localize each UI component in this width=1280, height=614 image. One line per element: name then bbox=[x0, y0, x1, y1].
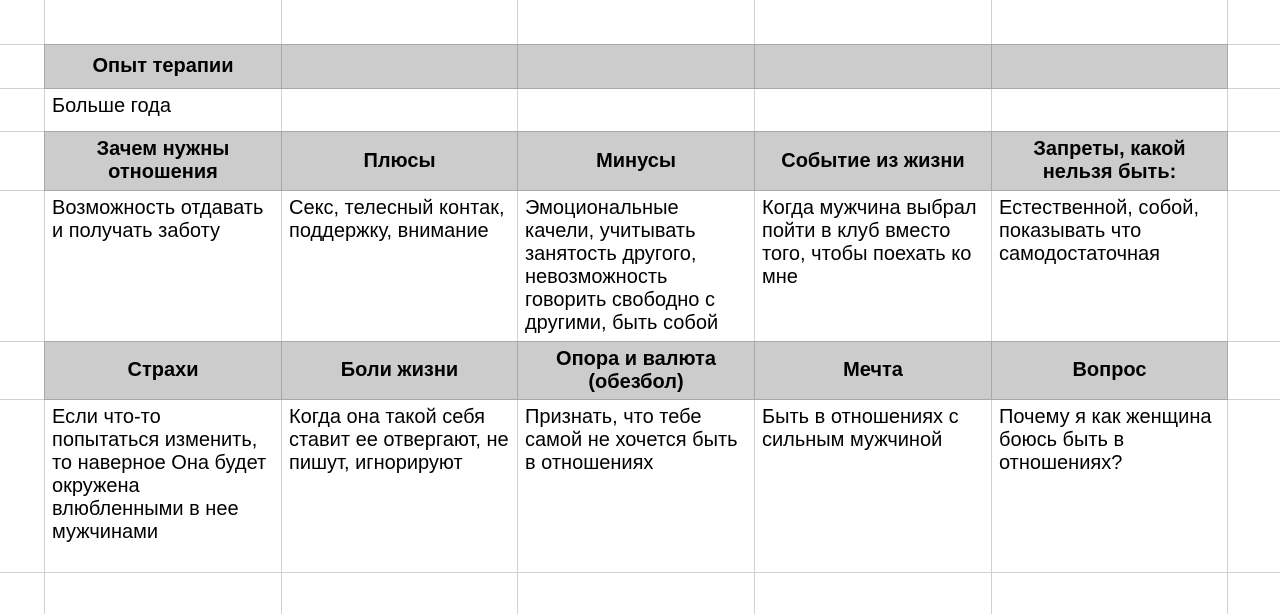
header-empty-cell[interactable] bbox=[754, 44, 992, 89]
value-cell-why-relationships[interactable] bbox=[44, 191, 281, 341]
header-label: Мечта bbox=[843, 359, 903, 381]
header-empty-cell[interactable] bbox=[517, 44, 755, 89]
value-cell-prohibitions[interactable] bbox=[991, 191, 1227, 341]
header-cell-prohibitions[interactable] bbox=[991, 131, 1228, 191]
header-cell-dream[interactable] bbox=[754, 341, 992, 400]
value-cell-support-currency[interactable] bbox=[517, 400, 754, 572]
row-divider bbox=[0, 572, 1280, 573]
header-empty-cell[interactable] bbox=[281, 44, 518, 89]
header-label: Страхи bbox=[127, 359, 199, 381]
cell-text: Когда она такой себя ставит ее отвергают, не пишут, игнорируют bbox=[289, 406, 509, 474]
value-cell-life-pains[interactable] bbox=[281, 400, 517, 572]
value-cell-fears[interactable] bbox=[44, 400, 281, 572]
header-label: Боли жизни bbox=[340, 359, 459, 381]
value-cell-dream[interactable] bbox=[754, 400, 991, 572]
col-divider bbox=[1227, 0, 1228, 614]
header-empty-cell[interactable] bbox=[991, 44, 1228, 89]
header-cell-cons[interactable] bbox=[517, 131, 755, 191]
header-cell-why-relationships[interactable] bbox=[44, 131, 282, 191]
header-cell-question[interactable] bbox=[991, 341, 1228, 400]
value-cell-pros[interactable] bbox=[281, 191, 517, 341]
header-cell-life-pains[interactable] bbox=[281, 341, 518, 400]
header-label: Опора и валюта (обезбол) bbox=[556, 347, 716, 393]
value-cell-life-event[interactable] bbox=[754, 191, 991, 341]
header-label: Минусы bbox=[596, 149, 676, 172]
header-label: Зачем нужны отношения bbox=[96, 138, 230, 183]
cell-text: Эмоциональные качели, учитывать занятость другого, невозможность говорить свободно с другими, быть собой bbox=[525, 197, 719, 334]
header-label: Запреты, какой нельзя быть: bbox=[1033, 138, 1186, 183]
therapy-value: Больше года bbox=[52, 95, 171, 117]
therapy-header-cell[interactable] bbox=[44, 44, 282, 89]
cell-text: Быть в отношениях с сильным мужчиной bbox=[762, 406, 959, 451]
header-label: Событие из жизни bbox=[781, 149, 965, 172]
header-label: Плюсы bbox=[363, 149, 436, 172]
cell-text: Возможность отдавать и получать заботу bbox=[52, 197, 264, 242]
cell-text: Почему я как женщина боюсь быть в отношениях? bbox=[999, 406, 1212, 474]
therapy-value-cell[interactable] bbox=[44, 89, 281, 131]
header-cell-life-event[interactable] bbox=[754, 131, 992, 191]
value-cell-cons[interactable] bbox=[517, 191, 754, 341]
header-label: Вопрос bbox=[1072, 359, 1147, 381]
cell-text: Признать, что тебе самой не хочется быть в отношениях bbox=[525, 406, 738, 474]
header-cell-support-currency[interactable] bbox=[517, 341, 755, 400]
cell-text: Естественной, собой, показывать что самодостаточная bbox=[999, 197, 1200, 265]
therapy-header: Опыт терапии bbox=[92, 55, 234, 77]
header-cell-fears[interactable] bbox=[44, 341, 282, 400]
header-cell-pros[interactable] bbox=[281, 131, 518, 191]
cell-text: Когда мужчина выбрал пойти в клуб вместо того, чтобы поехать ко мне bbox=[762, 197, 977, 288]
cell-text: Если что-то попытаться изменить, то наверное Она будет окружена влюбленными в нее мужчинами bbox=[52, 406, 267, 543]
value-cell-question[interactable] bbox=[991, 400, 1227, 572]
cell-text: Секс, телесный контак, поддержку, внимание bbox=[289, 197, 505, 242]
